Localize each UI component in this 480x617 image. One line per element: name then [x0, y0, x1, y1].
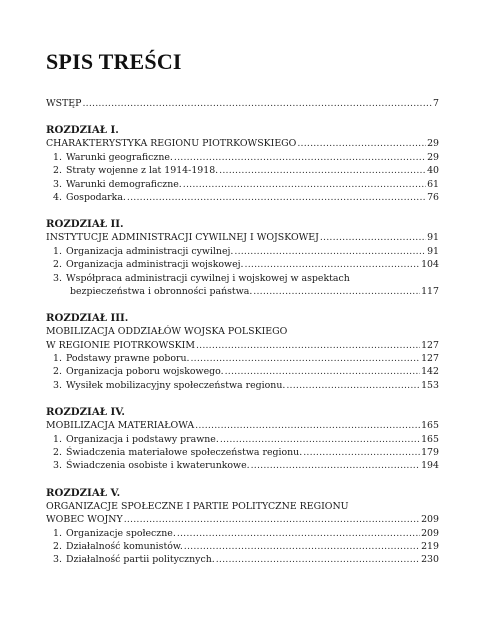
item-number: 3.	[53, 460, 62, 472]
entry-label: WOBEC WOJNY	[46, 514, 123, 526]
page-number: 117	[421, 285, 439, 297]
toc-item	[46, 258, 439, 271]
dot-leader	[219, 164, 426, 177]
chapter-section	[46, 486, 439, 567]
item-number: 2.	[53, 165, 62, 177]
page-number: 104	[421, 259, 439, 271]
dot-leader	[191, 352, 421, 365]
item-number: 2.	[53, 366, 62, 378]
dot-leader	[320, 231, 426, 244]
toc-item	[46, 191, 439, 204]
dot-leader	[174, 151, 426, 164]
item-number: 3.	[53, 178, 62, 190]
entry-label: MOBILIZACJA MATERIAŁOWA	[46, 420, 195, 432]
page-number: 61	[427, 178, 439, 190]
dot-leader	[183, 178, 426, 191]
page-number: 91	[427, 232, 439, 244]
toc-item	[46, 446, 439, 459]
dot-leader	[297, 137, 426, 150]
toc-entry-intro	[46, 97, 439, 110]
chapter-list	[46, 123, 439, 566]
item-number: 3.	[53, 379, 62, 391]
page-number: 194	[421, 460, 439, 472]
page-number: 91	[427, 245, 439, 257]
toc-item: 3. Współpraca administracji cywilnej i wojskowej w aspektach	[46, 272, 439, 285]
toc-item	[46, 379, 439, 392]
toc-item	[46, 151, 439, 164]
entry-label: INSTYTUCJE ADMINISTRACJI CYWILNEJ I WOJSKOWEJ	[46, 232, 319, 244]
entry-label: 3. Działalność partii politycznych.	[66, 553, 215, 566]
chapter-title-entry	[46, 339, 439, 352]
entry-label: 4. Gospodarka.	[66, 191, 126, 204]
item-number: 4.	[53, 191, 62, 203]
page-number: 127	[421, 339, 439, 351]
entry-label: 2. Świadczenia materiałowe społeczeństwa regionu.	[66, 446, 302, 459]
entry-label: 3. Wysiłek mobilizacyjny społeczeństwa regionu.	[66, 379, 285, 392]
toc-item	[46, 433, 439, 446]
chapter-heading: ROZDZIAŁ I.	[46, 124, 119, 137]
entry-label: 1. Organizacja i podstawy prawne.	[66, 433, 219, 446]
entry-label: 3. Świadczenia osobiste i kwaterunkowe.	[66, 459, 250, 472]
page-number: 165	[421, 433, 439, 445]
entry-label: 2. Organizacja poboru wojskowego.	[66, 365, 224, 378]
page-number: 40	[427, 165, 439, 177]
chapter-section	[46, 217, 439, 298]
toc-item	[46, 178, 439, 191]
page-title: SPIS TREŚCI	[46, 49, 182, 74]
item-number: 3.	[53, 272, 62, 284]
dot-leader	[286, 379, 420, 392]
entry-label: 1. Warunki geograficzne.	[66, 151, 173, 164]
entry-label: 1. Podstawy prawne poboru.	[66, 352, 190, 365]
entry-label: 3. Warunki demograficzne.	[66, 178, 182, 191]
dot-leader	[195, 419, 420, 432]
dot-leader	[251, 459, 420, 472]
item-number: 3.	[53, 554, 62, 566]
chapter-title-entry	[46, 419, 439, 432]
page-number: 29	[427, 151, 439, 163]
page-number: 76	[427, 191, 439, 203]
page-number: 7	[433, 98, 439, 109]
entry-label: 2. Działalność komunistów.	[66, 540, 183, 553]
dot-leader	[220, 433, 420, 446]
dot-leader	[124, 513, 420, 526]
entry-label: 1. Organizacje społeczne.	[66, 527, 176, 540]
toc-item	[46, 459, 439, 472]
toc-item	[46, 164, 439, 177]
page-number: 219	[421, 540, 439, 552]
dot-leader	[184, 540, 420, 553]
dot-leader	[177, 527, 420, 540]
toc-list	[46, 97, 439, 567]
chapter-heading: ROZDZIAŁ IV.	[46, 406, 125, 419]
dot-leader	[225, 365, 421, 378]
dot-leader	[216, 553, 420, 566]
page-number: 29	[427, 138, 439, 150]
item-number: 1.	[53, 353, 62, 365]
page-number: 153	[421, 379, 439, 391]
page-number: 127	[421, 353, 439, 365]
item-number: 2.	[53, 540, 62, 552]
item-number: 1.	[53, 433, 62, 445]
dot-leader	[245, 258, 421, 271]
toc-item-continuation	[46, 285, 439, 298]
toc-item	[46, 527, 439, 540]
chapter-section	[46, 123, 439, 204]
toc-item	[46, 540, 439, 553]
entry-label: 2. Organizacja administracji wojskowej.	[66, 258, 244, 271]
entry-label: bezpieczeństwa i obronności państwa.	[70, 285, 253, 297]
chapter-title-entry	[46, 231, 439, 244]
chapter-heading: ROZDZIAŁ II.	[46, 218, 124, 231]
entry-label: 1. Organizacja administracji cywilnej.	[66, 245, 233, 258]
page-number: 209	[421, 527, 439, 539]
page-number: 165	[421, 420, 439, 432]
dot-leader	[196, 339, 420, 352]
toc-item	[46, 245, 439, 258]
page-number: 142	[421, 366, 439, 378]
chapter-title-entry	[46, 513, 439, 526]
dot-leader	[303, 446, 420, 459]
chapter-heading: ROZDZIAŁ V.	[46, 486, 121, 499]
chapter-title: ORGANIZACJE SPOŁECZNE I PARTIE POLITYCZNE REGIONU	[46, 500, 349, 512]
entry-label: 2. Straty wojenne z lat 1914-1918.	[66, 164, 218, 177]
chapter-section	[46, 405, 439, 473]
chapter-section	[46, 311, 439, 392]
dot-leader	[82, 97, 432, 110]
toc-item	[46, 365, 439, 378]
chapter-heading: ROZDZIAŁ III.	[46, 312, 129, 325]
entry-label: CHARAKTERYSTYKA REGIONU PIOTRKOWSKIEGO	[46, 138, 297, 150]
dot-leader	[253, 285, 420, 298]
item-number: 1.	[53, 245, 62, 257]
page-number: 230	[421, 554, 439, 566]
page-number: 209	[421, 514, 439, 526]
toc-item	[46, 352, 439, 365]
chapter-title-entry	[46, 137, 439, 150]
entry-label: W REGIONIE PIOTRKOWSKIM	[46, 339, 195, 351]
dot-leader	[234, 245, 426, 258]
dot-leader	[127, 191, 426, 204]
item-number: 2.	[53, 259, 62, 271]
item-number: 1.	[53, 527, 62, 539]
chapter-title: MOBILIZACJA ODDZIAŁÓW WOJSKA POLSKIEGO	[46, 326, 288, 338]
toc-item	[46, 553, 439, 566]
entry-label: WSTĘP	[46, 98, 82, 109]
item-number: 2.	[53, 447, 62, 459]
item-number: 1.	[53, 151, 62, 163]
page-number: 179	[421, 447, 439, 459]
